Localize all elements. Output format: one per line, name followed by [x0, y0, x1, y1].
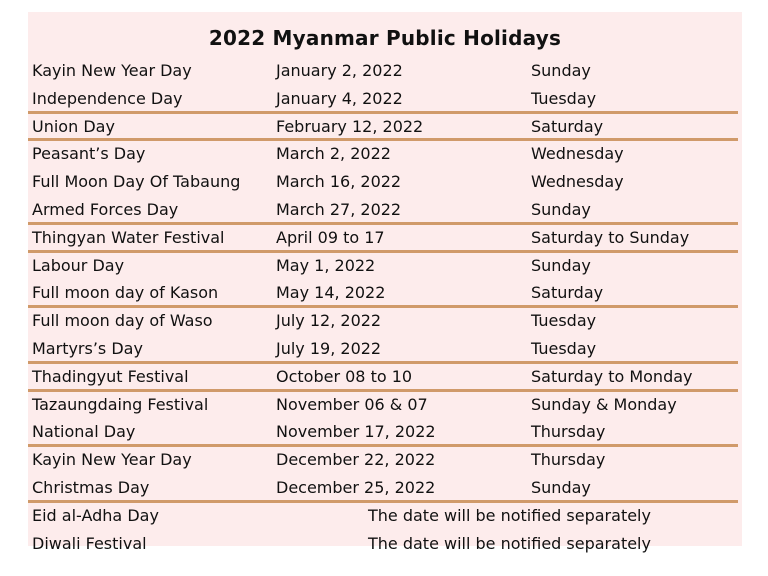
- holiday-day: Saturday to Monday: [531, 366, 693, 386]
- holiday-note: The date will be notified separately: [368, 533, 651, 553]
- holiday-date: March 16, 2022: [276, 172, 402, 192]
- holiday-row: [28, 418, 742, 446]
- holiday-day: Saturday: [531, 116, 604, 136]
- holiday-date: November 06 & 07: [276, 394, 428, 414]
- holiday-name: Tazaungdaing Festival: [32, 394, 209, 414]
- holiday-date: April 09 to 17: [276, 227, 385, 247]
- holiday-date: July 19, 2022: [276, 338, 382, 358]
- holiday-row: [28, 474, 742, 502]
- holiday-name: Diwali Festival: [32, 533, 147, 553]
- holiday-row: [28, 224, 742, 252]
- holiday-day: Sunday: [531, 255, 591, 275]
- holiday-date: January 4, 2022: [276, 88, 403, 108]
- holiday-day: Saturday to Sunday: [531, 227, 690, 247]
- holiday-day: Tuesday: [531, 338, 597, 358]
- holiday-date: March 27, 2022: [276, 199, 402, 219]
- holiday-name: Eid al-Adha Day: [32, 505, 159, 525]
- holiday-name: Kayin New Year Day: [32, 61, 192, 80]
- holiday-date: July 12, 2022: [276, 311, 382, 331]
- holiday-name: National Day: [32, 422, 136, 442]
- holiday-row: [28, 85, 742, 113]
- holiday-row: [28, 252, 742, 280]
- holiday-name: Thingyan Water Festival: [32, 227, 225, 247]
- holiday-name: Kayin New Year Day: [32, 450, 192, 470]
- holiday-day: Thursday: [531, 450, 606, 470]
- holiday-date: December 22, 2022: [276, 450, 436, 470]
- holiday-name: Union Day: [32, 116, 115, 136]
- holiday-day: Wednesday: [531, 172, 624, 192]
- holiday-name: Peasant’s Day: [32, 144, 146, 164]
- holiday-date: May 14, 2022: [276, 283, 386, 303]
- unscheduled-row: [28, 502, 742, 530]
- holiday-row: [28, 57, 742, 85]
- holiday-date: December 25, 2022: [276, 477, 436, 497]
- holiday-name: Thadingyut Festival: [32, 366, 189, 386]
- holiday-row: [28, 168, 742, 196]
- holiday-row: [28, 140, 742, 168]
- holiday-row: [28, 446, 742, 474]
- holiday-list: [28, 57, 742, 557]
- holiday-row: [28, 335, 742, 363]
- holiday-day: Tuesday: [531, 88, 597, 108]
- holiday-day: Tuesday: [531, 311, 597, 331]
- holiday-row: [28, 391, 742, 419]
- holiday-day: Sunday: [531, 61, 591, 80]
- holiday-row: [28, 196, 742, 224]
- holiday-name: Full moon day of Waso: [32, 311, 213, 331]
- holiday-name: Full moon day of Kason: [32, 283, 219, 303]
- holiday-date: February 12, 2022: [276, 116, 424, 136]
- holiday-name: Martyrs’s Day: [32, 338, 143, 358]
- holiday-day: Saturday: [531, 283, 604, 303]
- page-title: 2022 Myanmar Public Holidays: [208, 26, 562, 50]
- holiday-panel: [28, 12, 742, 553]
- holiday-row: [28, 363, 742, 391]
- holiday-day: Wednesday: [531, 144, 624, 164]
- holiday-date: November 17, 2022: [276, 422, 436, 442]
- holiday-day: Thursday: [531, 422, 606, 442]
- holiday-date: January 2, 2022: [276, 61, 403, 80]
- holiday-row: [28, 113, 742, 141]
- holiday-day: Sunday: [531, 199, 591, 219]
- unscheduled-row: [28, 530, 742, 558]
- holiday-date: March 2, 2022: [276, 144, 391, 164]
- holiday-date: October 08 to 10: [276, 366, 413, 386]
- holiday-day: Sunday: [531, 477, 591, 497]
- holiday-name: Christmas Day: [32, 477, 150, 497]
- holiday-row: [28, 307, 742, 335]
- holiday-name: Armed Forces Day: [32, 199, 179, 219]
- holiday-name: Independence Day: [32, 88, 183, 108]
- holiday-name: Full Moon Day Of Tabaung: [32, 172, 241, 192]
- holiday-row: [28, 279, 742, 307]
- holiday-date: May 1, 2022: [276, 255, 376, 275]
- holiday-note: The date will be notified separately: [368, 505, 651, 525]
- holiday-day: Sunday & Monday: [531, 394, 677, 414]
- holiday-name: Labour Day: [32, 255, 125, 275]
